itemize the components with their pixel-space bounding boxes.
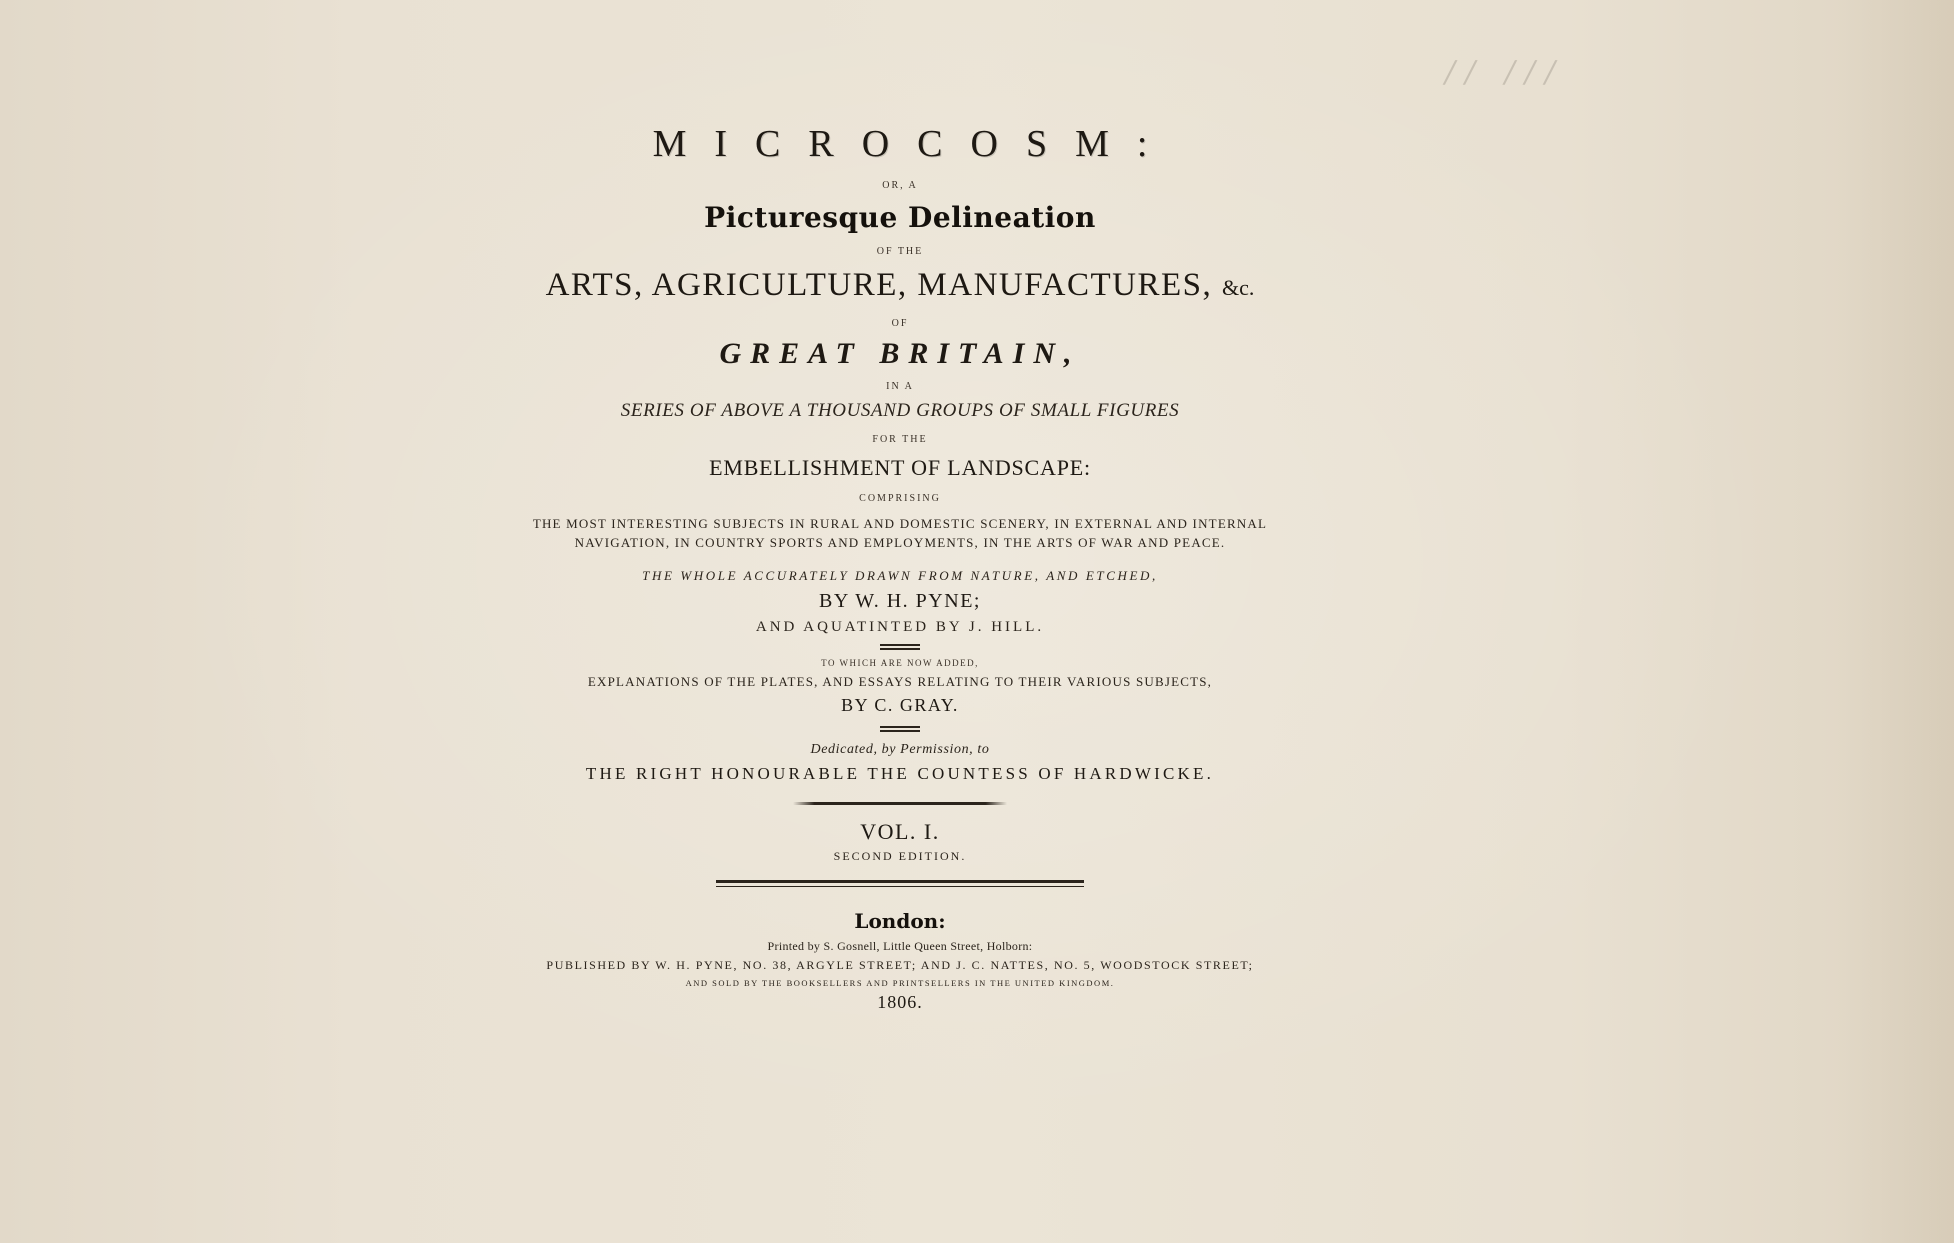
whole-drawn-line: THE WHOLE ACCURATELY DRAWN FROM NATURE, AND ETCHED, bbox=[642, 568, 1158, 583]
connector-for-the: FOR THE bbox=[872, 434, 928, 445]
connector-of: OF bbox=[891, 318, 909, 329]
arts-line-etc: &c. bbox=[1222, 275, 1255, 300]
book-title: MICROCOSM: bbox=[652, 123, 1176, 165]
now-added-line: TO WHICH ARE NOW ADDED, bbox=[821, 658, 979, 668]
connector-or-a: OR, A bbox=[882, 180, 918, 191]
title-block bbox=[500, 122, 1300, 1013]
double-rule-1 bbox=[880, 644, 920, 650]
thick-double-rule bbox=[716, 880, 1084, 887]
explanations-line: EXPLANATIONS OF THE PLATES, AND ESSAYS RELATING TO THEIR VARIOUS SUBJECTS, bbox=[587, 674, 1213, 689]
connector-comprising: COMPRISING bbox=[859, 493, 941, 504]
dedication-line: Dedicated, by Permission, to bbox=[810, 742, 990, 757]
by-pyne: BY W. H. PYNE; bbox=[819, 590, 981, 612]
pencil-annotation: ∕∕ ∕∕∕ bbox=[1445, 55, 1566, 90]
edition-line: SECOND EDITION. bbox=[833, 849, 967, 863]
subjects-line-2: NAVIGATION, IN COUNTRY SPORTS AND EMPLOYMENTS, IN THE ARTS OF WAR AND PEACE. bbox=[574, 535, 1226, 550]
swell-rule bbox=[793, 802, 1007, 805]
seller-line: AND SOLD BY THE BOOKSELLERS AND PRINTSELLERS IN THE UNITED KINGDOM. bbox=[685, 978, 1115, 988]
series-line: SERIES OF ABOVE A THOUSAND GROUPS OF SMALL FIGURES bbox=[620, 400, 1180, 421]
imprint-place: London: bbox=[854, 909, 946, 933]
publisher-line: PUBLISHED BY W. H. PYNE, NO. 38, ARGYLE STREET; AND J. C. NATTES, NO. 5, WOODSTOCK STREET; bbox=[546, 958, 1254, 972]
great-britain: GREAT BRITAIN, bbox=[719, 337, 1081, 370]
aquatinted-line: AND AQUATINTED BY J. HILL. bbox=[755, 619, 1045, 635]
by-gray: BY C. GRAY. bbox=[841, 695, 959, 715]
double-rule-2 bbox=[880, 726, 920, 732]
connector-of-the: OF THE bbox=[876, 246, 924, 257]
arts-line-text: ARTS, AGRICULTURE, MANUFACTURES, bbox=[545, 267, 1213, 303]
publication-year: 1806. bbox=[877, 992, 923, 1012]
subtitle-blackletter: Picturesque Delineation bbox=[704, 201, 1096, 234]
printer-line: Printed by S. Gosnell, Little Queen Street, Holborn: bbox=[767, 939, 1033, 953]
embellishment-line: EMBELLISHMENT OF LANDSCAPE: bbox=[709, 455, 1091, 480]
subjects-line-1: THE MOST INTERESTING SUBJECTS IN RURAL AND DOMESTIC SCENERY, IN EXTERNAL AND INTERNAL bbox=[532, 516, 1268, 531]
dedicatee-line: THE RIGHT HONOURABLE THE COUNTESS OF HARDWICKE. bbox=[585, 764, 1215, 783]
volume-number: VOL. I. bbox=[860, 819, 940, 844]
arts-line bbox=[500, 267, 1300, 304]
connector-in-a: IN A bbox=[886, 381, 914, 392]
